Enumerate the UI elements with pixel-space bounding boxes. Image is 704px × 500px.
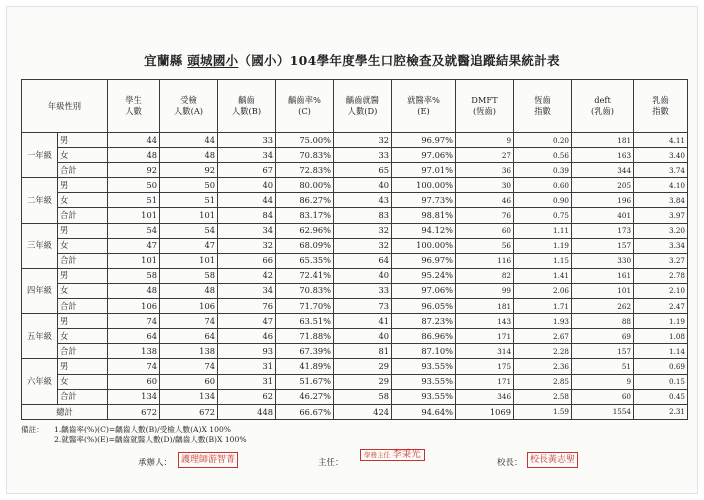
table-cell: 74 bbox=[108, 314, 160, 329]
table-cell: 83.17% bbox=[276, 208, 334, 223]
table-cell: 70.83% bbox=[276, 283, 334, 298]
table-cell: 9 bbox=[456, 133, 514, 148]
table-cell: 32 bbox=[334, 133, 392, 148]
table-cell: 401 bbox=[572, 208, 634, 223]
table-cell: 134 bbox=[160, 389, 218, 404]
table-cell: 40 bbox=[334, 329, 392, 344]
table-cell: 101 bbox=[572, 283, 634, 298]
table-cell: 32 bbox=[218, 238, 276, 253]
table-cell: 3.27 bbox=[634, 253, 688, 268]
table-cell: 92 bbox=[108, 163, 160, 178]
table-cell: 181 bbox=[572, 133, 634, 148]
table-cell: 62.96% bbox=[276, 223, 334, 238]
table-cell: 0.90 bbox=[514, 193, 572, 208]
handler-stamp: 護理師游智菁 bbox=[178, 452, 238, 468]
table-cell: 74 bbox=[160, 359, 218, 374]
table-cell: 98.81% bbox=[392, 208, 456, 223]
table-cell: 138 bbox=[160, 344, 218, 359]
table-cell: 3.97 bbox=[634, 208, 688, 223]
total-cell: 1.59 bbox=[514, 404, 572, 419]
table-cell: 106 bbox=[160, 299, 218, 314]
header-treated: 齲齒就醫 人數(D) bbox=[334, 80, 392, 133]
table-cell: 67 bbox=[218, 163, 276, 178]
total-cell: 66.67% bbox=[276, 404, 334, 419]
table-row bbox=[22, 344, 688, 359]
sex-label: 男 bbox=[58, 178, 108, 193]
handler-label: 承辦人： bbox=[138, 458, 173, 468]
table-cell: 330 bbox=[572, 253, 634, 268]
table-cell: 69 bbox=[572, 329, 634, 344]
table-cell: 97.06% bbox=[392, 148, 456, 163]
table-cell: 44 bbox=[108, 133, 160, 148]
table-cell: 50 bbox=[108, 178, 160, 193]
sex-label: 男 bbox=[58, 359, 108, 374]
grade-label: 五年級 bbox=[22, 314, 58, 359]
table-cell: 65.35% bbox=[276, 253, 334, 268]
principal-label: 校長： bbox=[497, 458, 523, 468]
sex-label: 女 bbox=[58, 283, 108, 298]
table-cell: 157 bbox=[572, 238, 634, 253]
table-cell: 87.10% bbox=[392, 344, 456, 359]
table-cell: 51 bbox=[160, 193, 218, 208]
table-cell: 73 bbox=[334, 299, 392, 314]
table-cell: 71.88% bbox=[276, 329, 334, 344]
table-cell: 48 bbox=[108, 148, 160, 163]
table-total-row bbox=[22, 404, 688, 419]
grade-label: 二年級 bbox=[22, 178, 58, 223]
table-cell: 40 bbox=[218, 178, 276, 193]
table-cell: 75.00% bbox=[276, 133, 334, 148]
table-row bbox=[22, 223, 688, 238]
table-cell: 0.69 bbox=[634, 359, 688, 374]
header-perm-index: 恆齒 指數 bbox=[514, 80, 572, 133]
table-cell: 1.19 bbox=[634, 314, 688, 329]
total-cell: 2.31 bbox=[634, 404, 688, 419]
sex-label: 男 bbox=[58, 223, 108, 238]
table-cell: 41.89% bbox=[276, 359, 334, 374]
table-cell: 0.20 bbox=[514, 133, 572, 148]
table-cell: 96.05% bbox=[392, 299, 456, 314]
header-examined: 受檢 人數(A) bbox=[160, 80, 218, 133]
sex-label: 女 bbox=[58, 148, 108, 163]
table-cell: 138 bbox=[108, 344, 160, 359]
table-cell: 31 bbox=[218, 359, 276, 374]
sex-label: 男 bbox=[58, 314, 108, 329]
total-cell: 672 bbox=[108, 404, 160, 419]
table-cell: 205 bbox=[572, 178, 634, 193]
table-cell: 3.84 bbox=[634, 193, 688, 208]
table-cell: 31 bbox=[218, 374, 276, 389]
table-cell: 0.56 bbox=[514, 148, 572, 163]
table-cell: 60 bbox=[572, 389, 634, 404]
table-cell: 134 bbox=[108, 389, 160, 404]
sex-label: 合計 bbox=[58, 389, 108, 404]
table-cell: 1.41 bbox=[514, 268, 572, 283]
table-cell: 92 bbox=[160, 163, 218, 178]
header-grade-sex: 年級性別 bbox=[22, 80, 108, 133]
table-row bbox=[22, 283, 688, 298]
total-cell: 94.64% bbox=[392, 404, 456, 419]
table-cell: 9 bbox=[572, 374, 634, 389]
sex-label: 女 bbox=[58, 193, 108, 208]
table-cell: 70.83% bbox=[276, 148, 334, 163]
table-cell: 3.74 bbox=[634, 163, 688, 178]
sex-label: 女 bbox=[58, 329, 108, 344]
table-row bbox=[22, 148, 688, 163]
table-cell: 1.93 bbox=[514, 314, 572, 329]
total-cell: 424 bbox=[334, 404, 392, 419]
grade-label: 六年級 bbox=[22, 359, 58, 404]
table-cell: 0.45 bbox=[634, 389, 688, 404]
sex-label: 合計 bbox=[58, 208, 108, 223]
table-cell: 163 bbox=[572, 148, 634, 163]
table-cell: 106 bbox=[108, 299, 160, 314]
table-cell: 29 bbox=[334, 374, 392, 389]
table-row bbox=[22, 268, 688, 283]
table-cell: 0.60 bbox=[514, 178, 572, 193]
table-cell: 58 bbox=[108, 268, 160, 283]
table-cell: 87.23% bbox=[392, 314, 456, 329]
table-cell: 93.55% bbox=[392, 359, 456, 374]
table-row bbox=[22, 193, 688, 208]
table-cell: 100.00% bbox=[392, 238, 456, 253]
table-cell: 101 bbox=[160, 253, 218, 268]
table-cell: 94.12% bbox=[392, 223, 456, 238]
table-cell: 54 bbox=[160, 223, 218, 238]
sex-label: 女 bbox=[58, 238, 108, 253]
table-cell: 71.70% bbox=[276, 299, 334, 314]
table-cell: 181 bbox=[456, 299, 514, 314]
table-cell: 54 bbox=[108, 223, 160, 238]
title-rest: 104學年度學生口腔檢查及就醫追蹤結果統計表 bbox=[289, 53, 560, 68]
table-cell: 44 bbox=[160, 133, 218, 148]
table-cell: 80.00% bbox=[276, 178, 334, 193]
table-cell: 86.27% bbox=[276, 193, 334, 208]
header-students: 學生 人數 bbox=[108, 80, 160, 133]
table-cell: 66 bbox=[218, 253, 276, 268]
table-cell: 36 bbox=[456, 163, 514, 178]
table-cell: 46 bbox=[456, 193, 514, 208]
principal-stamp: 校長黃志聖 bbox=[527, 452, 578, 468]
grade-label: 四年級 bbox=[22, 268, 58, 313]
table-cell: 51 bbox=[108, 193, 160, 208]
table-cell: 74 bbox=[160, 314, 218, 329]
table-cell: 97.73% bbox=[392, 193, 456, 208]
table-cell: 88 bbox=[572, 314, 634, 329]
grade-label: 三年級 bbox=[22, 223, 58, 268]
table-cell: 95.24% bbox=[392, 268, 456, 283]
table-cell: 27 bbox=[456, 148, 514, 163]
table-cell: 2.06 bbox=[514, 283, 572, 298]
table-cell: 40 bbox=[334, 178, 392, 193]
table-cell: 82 bbox=[456, 268, 514, 283]
table-cell: 46.27% bbox=[276, 389, 334, 404]
table-cell: 96.97% bbox=[392, 253, 456, 268]
table-cell: 34 bbox=[218, 148, 276, 163]
table-cell: 29 bbox=[334, 359, 392, 374]
table-cell: 41 bbox=[334, 314, 392, 329]
table-cell: 50 bbox=[160, 178, 218, 193]
sex-label: 合計 bbox=[58, 163, 108, 178]
table-cell: 32 bbox=[334, 238, 392, 253]
table-row bbox=[22, 208, 688, 223]
statistics-table bbox=[21, 79, 688, 420]
table-cell: 48 bbox=[160, 148, 218, 163]
table-cell: 48 bbox=[160, 283, 218, 298]
sex-label: 合計 bbox=[58, 253, 108, 268]
sex-label: 男 bbox=[58, 268, 108, 283]
table-cell: 51.67% bbox=[276, 374, 334, 389]
table-cell: 157 bbox=[572, 344, 634, 359]
table-cell: 51 bbox=[572, 359, 634, 374]
table-cell: 81 bbox=[334, 344, 392, 359]
table-cell: 0.15 bbox=[634, 374, 688, 389]
table-row bbox=[22, 389, 688, 404]
total-cell: 1069 bbox=[456, 404, 514, 419]
table-cell: 58 bbox=[334, 389, 392, 404]
table-cell: 65 bbox=[334, 163, 392, 178]
director-stamp-title: 學務主任 bbox=[364, 451, 390, 459]
sex-label: 合計 bbox=[58, 344, 108, 359]
table-cell: 60 bbox=[456, 223, 514, 238]
table-cell: 1.15 bbox=[514, 253, 572, 268]
table-cell: 101 bbox=[160, 208, 218, 223]
table-cell: 2.67 bbox=[514, 329, 572, 344]
table-cell: 2.10 bbox=[634, 283, 688, 298]
table-cell: 100.00% bbox=[392, 178, 456, 193]
table-cell: 171 bbox=[456, 329, 514, 344]
table-row bbox=[22, 178, 688, 193]
table-row bbox=[22, 329, 688, 344]
table-row bbox=[22, 314, 688, 329]
table-cell: 60 bbox=[160, 374, 218, 389]
table-cell: 34 bbox=[218, 223, 276, 238]
table-cell: 93.55% bbox=[392, 389, 456, 404]
table-cell: 84 bbox=[218, 208, 276, 223]
table-cell: 116 bbox=[456, 253, 514, 268]
table-cell: 60 bbox=[108, 374, 160, 389]
header-deft: deft (乳齒) bbox=[572, 80, 634, 133]
sex-label: 女 bbox=[58, 374, 108, 389]
table-cell: 1.71 bbox=[514, 299, 572, 314]
table-cell: 161 bbox=[572, 268, 634, 283]
table-cell: 33 bbox=[334, 283, 392, 298]
table-cell: 33 bbox=[334, 148, 392, 163]
table-cell: 64 bbox=[160, 329, 218, 344]
table-cell: 3.34 bbox=[634, 238, 688, 253]
table-cell: 262 bbox=[572, 299, 634, 314]
table-cell: 93.55% bbox=[392, 374, 456, 389]
table-cell: 68.09% bbox=[276, 238, 334, 253]
table-cell: 0.39 bbox=[514, 163, 572, 178]
table-cell: 42 bbox=[218, 268, 276, 283]
total-cell: 448 bbox=[218, 404, 276, 419]
table-row bbox=[22, 253, 688, 268]
title-school: 頭城國小 bbox=[187, 53, 239, 68]
table-cell: 2.78 bbox=[634, 268, 688, 283]
table-cell: 1.11 bbox=[514, 223, 572, 238]
table-cell: 76 bbox=[218, 299, 276, 314]
table-cell: 58 bbox=[160, 268, 218, 283]
table-cell: 175 bbox=[456, 359, 514, 374]
table-cell: 1.08 bbox=[634, 329, 688, 344]
table-cell: 63.51% bbox=[276, 314, 334, 329]
table-cell: 43 bbox=[334, 193, 392, 208]
table-cell: 47 bbox=[218, 314, 276, 329]
table-cell: 171 bbox=[456, 374, 514, 389]
table-cell: 64 bbox=[108, 329, 160, 344]
table-cell: 48 bbox=[108, 283, 160, 298]
director-label: 主任： bbox=[318, 458, 344, 468]
header-caries-rate: 齲齒率% (C) bbox=[276, 80, 334, 133]
table-cell: 72.83% bbox=[276, 163, 334, 178]
table-cell: 1.19 bbox=[514, 238, 572, 253]
table-cell: 2.47 bbox=[634, 299, 688, 314]
table-cell: 2.58 bbox=[514, 389, 572, 404]
table-cell: 2.85 bbox=[514, 374, 572, 389]
note-line-1: 1.齲齒率(%)(C)=齲齒人數(B)/受檢人數(A)X 100% bbox=[54, 425, 232, 434]
table-cell: 173 bbox=[572, 223, 634, 238]
table-cell: 101 bbox=[108, 253, 160, 268]
table-cell: 64 bbox=[334, 253, 392, 268]
director-stamp bbox=[360, 449, 425, 461]
table-cell: 83 bbox=[334, 208, 392, 223]
table-cell: 346 bbox=[456, 389, 514, 404]
table-row bbox=[22, 359, 688, 374]
page-title bbox=[0, 51, 704, 69]
table-cell: 30 bbox=[456, 178, 514, 193]
table-row bbox=[22, 374, 688, 389]
title-level: （國小） bbox=[238, 53, 290, 68]
table-cell: 3.20 bbox=[634, 223, 688, 238]
total-cell: 1554 bbox=[572, 404, 634, 419]
total-label: 總計 bbox=[22, 404, 108, 419]
sex-label: 男 bbox=[58, 133, 108, 148]
table-cell: 86.96% bbox=[392, 329, 456, 344]
table-cell: 32 bbox=[334, 223, 392, 238]
table-row bbox=[22, 299, 688, 314]
table-cell: 47 bbox=[108, 238, 160, 253]
table-cell: 2.28 bbox=[514, 344, 572, 359]
table-cell: 76 bbox=[456, 208, 514, 223]
table-row bbox=[22, 238, 688, 253]
table-cell: 74 bbox=[108, 359, 160, 374]
header-caries: 齲齒 人數(B) bbox=[218, 80, 276, 133]
table-header-row bbox=[22, 80, 688, 133]
table-cell: 56 bbox=[456, 238, 514, 253]
table-cell: 47 bbox=[160, 238, 218, 253]
table-cell: 67.39% bbox=[276, 344, 334, 359]
sex-label: 合計 bbox=[58, 299, 108, 314]
table-cell: 97.01% bbox=[392, 163, 456, 178]
table-cell: 3.40 bbox=[634, 148, 688, 163]
table-cell: 4.10 bbox=[634, 178, 688, 193]
notes bbox=[21, 425, 681, 445]
table-row bbox=[22, 133, 688, 148]
table-row bbox=[22, 163, 688, 178]
table-body bbox=[22, 133, 688, 405]
grade-label: 一年級 bbox=[22, 133, 58, 178]
table-cell: 62 bbox=[218, 389, 276, 404]
header-dmft: DMFT (恆齒) bbox=[456, 80, 514, 133]
title-county: 宜蘭縣 bbox=[144, 53, 183, 68]
table-cell: 2.36 bbox=[514, 359, 572, 374]
table-cell: 34 bbox=[218, 283, 276, 298]
header-prim-index: 乳齒 指數 bbox=[634, 80, 688, 133]
table-cell: 4.11 bbox=[634, 133, 688, 148]
table-cell: 96.97% bbox=[392, 133, 456, 148]
table-cell: 196 bbox=[572, 193, 634, 208]
table-cell: 44 bbox=[218, 193, 276, 208]
table-cell: 93 bbox=[218, 344, 276, 359]
table-cell: 99 bbox=[456, 283, 514, 298]
table-cell: 72.41% bbox=[276, 268, 334, 283]
table-cell: 143 bbox=[456, 314, 514, 329]
note-line-2: 2.就醫率(%)(E)=齲齒就醫人數(D)/齲齒人數(B)X 100% bbox=[54, 435, 247, 444]
table-cell: 0.75 bbox=[514, 208, 572, 223]
table-cell: 33 bbox=[218, 133, 276, 148]
table-cell: 314 bbox=[456, 344, 514, 359]
notes-label: 備註： bbox=[21, 425, 44, 434]
table-cell: 101 bbox=[108, 208, 160, 223]
header-treat-rate: 就醫率% (E) bbox=[392, 80, 456, 133]
table-cell: 97.06% bbox=[392, 283, 456, 298]
table-cell: 344 bbox=[572, 163, 634, 178]
total-cell: 672 bbox=[160, 404, 218, 419]
table-cell: 46 bbox=[218, 329, 276, 344]
table-cell: 1.14 bbox=[634, 344, 688, 359]
table-cell: 40 bbox=[334, 268, 392, 283]
director-stamp-name: 李秉光 bbox=[392, 449, 421, 460]
